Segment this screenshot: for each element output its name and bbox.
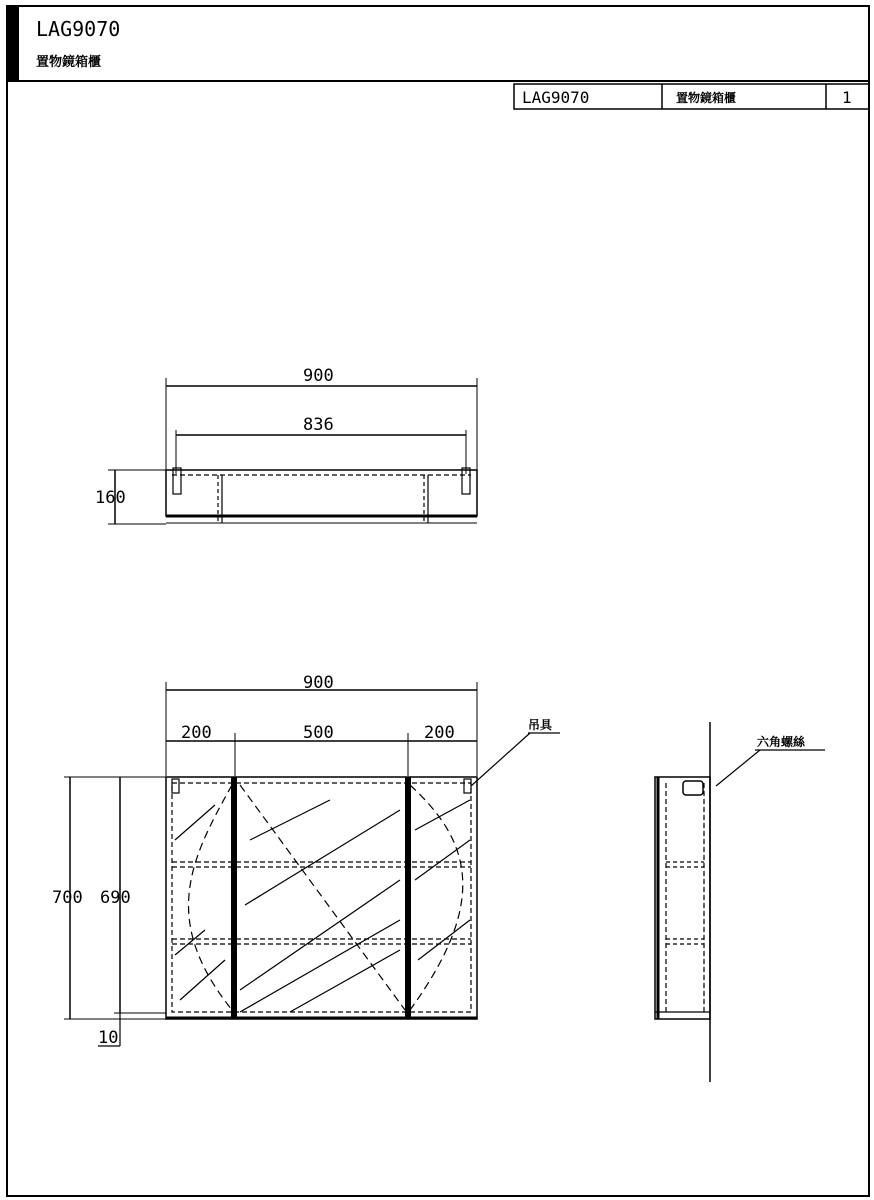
front-hanger-leader [471,733,530,786]
front-hanger-label: 吊具 [528,718,553,732]
front-dim-200-right-label: 200 [424,723,455,743]
front-dim-690-label: 690 [100,888,131,908]
top-dim-836-label: 836 [303,415,334,435]
header-name: 置物鏡箱櫃 [36,55,102,70]
front-hatch-5 [290,950,400,1012]
side-view [655,722,825,1082]
front-hatch-6 [415,800,470,830]
header [7,6,869,81]
front-dim-10-label: 10 [98,1028,119,1048]
front-hanger-right [464,779,471,793]
title-block-model: LAG9070 [522,88,590,107]
front-dim-500-label: 500 [303,723,334,743]
front-dim-700-label: 700 [52,888,83,908]
header-model: LAG9070 [36,17,121,41]
front-hatch-3 [240,880,400,990]
front-inner-dash [172,783,471,1012]
front-swing-middle-1 [240,785,405,1010]
front-dim-200-left-label: 200 [181,723,212,743]
front-hanger-left [172,779,179,793]
side-hanger-block [683,781,703,795]
front-hatch-10 [175,930,205,955]
title-block-name: 置物鏡箱櫃 [676,91,737,105]
title-block-sheet-no: 1 [842,88,852,107]
front-hatch-11 [180,960,225,1000]
side-anchor-leader [716,750,760,786]
front-door-seam-left [231,777,237,1019]
top-dim-900-label: 900 [303,366,334,386]
title-block [514,84,869,109]
front-hatch-9 [175,805,215,840]
front-swing-left [189,785,232,1010]
side-anchor-label: 六角螺絲 [757,735,806,749]
header-black-bar [7,6,19,81]
side-cabinet-body [655,777,710,1019]
front-hatch-1 [250,800,330,840]
top-dim-160-label: 160 [95,488,126,508]
front-hatch-2 [245,810,400,905]
front-door-seam-right [405,777,411,1019]
top-cabinet-body [166,470,477,516]
top-view [108,378,477,524]
front-hatch-4 [240,920,400,1012]
front-dim-900-label: 900 [303,673,334,693]
top-hanger-left [173,468,181,494]
